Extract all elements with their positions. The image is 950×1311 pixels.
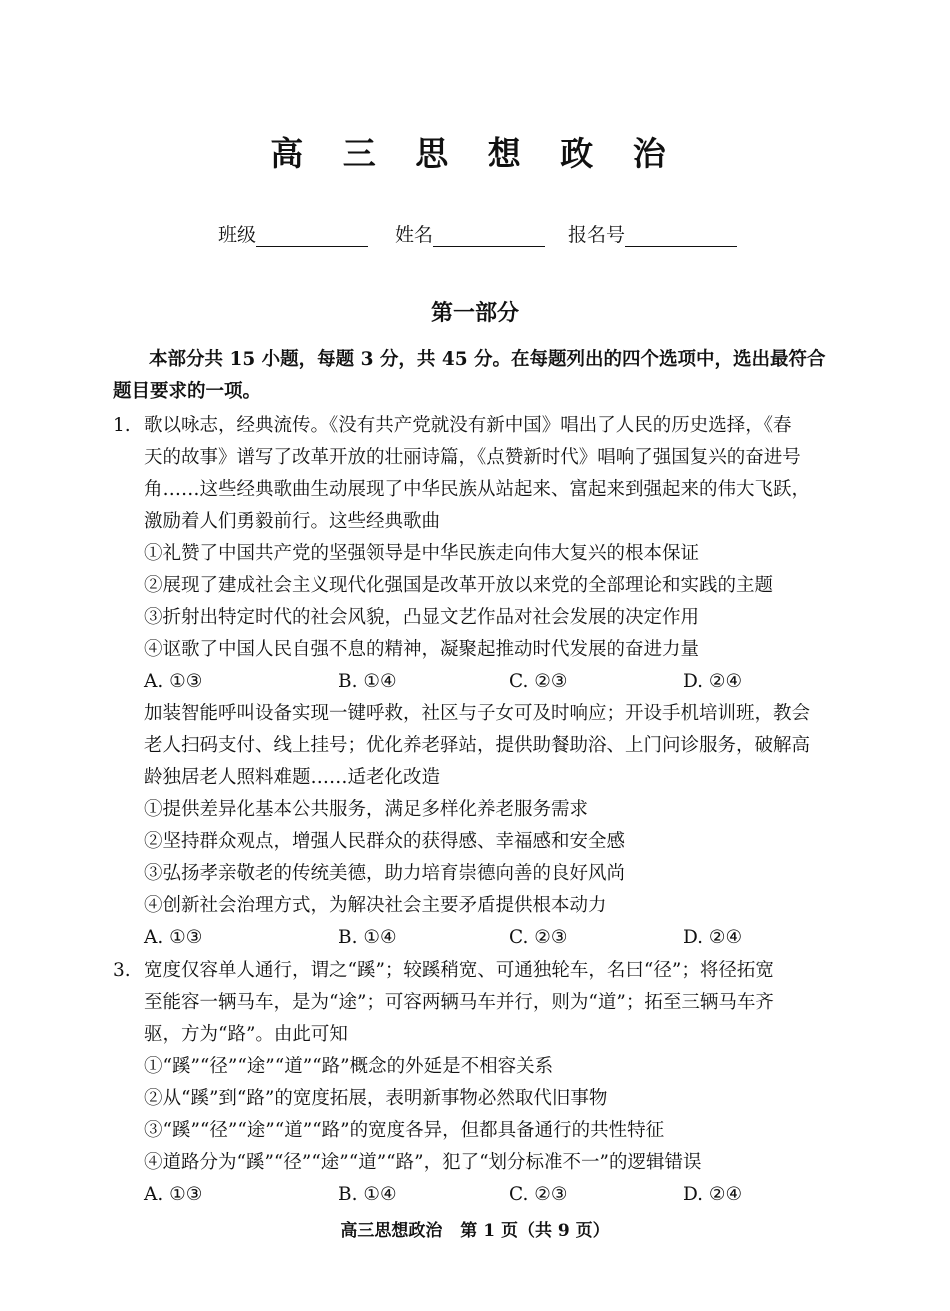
question-stem-line: 激励着人们勇毅前行。这些经典歌曲	[144, 511, 441, 532]
statement-1: ①提供差异化基本公共服务，满足多样化养老服务需求	[144, 799, 589, 820]
class-field	[218, 220, 368, 247]
name-field	[395, 220, 545, 247]
statement-3: ③“蹊”“径”“途”“道”“路”的宽度各异，但都具备通行的共性特征	[144, 1120, 665, 1141]
registration-field	[568, 220, 737, 247]
option-c: C. ②③	[509, 927, 568, 948]
option-a: A. ①③	[144, 1184, 203, 1205]
option-c: C. ②③	[509, 671, 568, 692]
section-instructions: 本部分共 15 小题，每题 3 分，共 45 分。在每题列出的四个选项中，选出最符合题目要求的一项。	[113, 349, 826, 402]
statement-1: ①“蹊”“径”“途”“道”“路”概念的外延是不相容关系	[144, 1056, 554, 1077]
statement-4: ④道路分为“蹊”“径”“途”“道”“路”，犯了“划分标准不一”的逻辑错误	[144, 1152, 702, 1173]
page-footer	[0, 1216, 950, 1241]
question-number: 3.	[113, 960, 131, 981]
statement-3: ③折射出特定时代的社会风貌，凸显文艺作品对社会发展的决定作用	[144, 607, 700, 628]
question-stem-line: 天的故事》谱写了改革开放的壮丽诗篇，《点赞新时代》唱响了强国复兴的奋进号	[144, 447, 801, 468]
question-stem-line: 老人扫码支付、线上挂号；优化养老驿站，提供助餐助浴、上门问诊服务，破解高	[144, 735, 811, 756]
question-stem-line: 加装智能呼叫设备实现一键呼救，社区与子女可及时响应；开设手机培训班，教会	[144, 703, 811, 724]
statement-2: ②展现了建成社会主义现代化强国是改革开放以来党的全部理论和实践的主题	[144, 575, 774, 596]
footer-page-number: 第 1 页（共 9 页）	[460, 1221, 610, 1241]
registration-blank	[625, 226, 737, 247]
registration-label: 报名号	[568, 224, 626, 246]
question-number: 1.	[113, 415, 131, 436]
footer-subject: 高三思想政治	[340, 1221, 443, 1241]
option-b: B. ①④	[338, 1184, 397, 1205]
question-stem-line: 至能容一辆马车，是为“途”；可容两辆马车并行，则为“道”；拓至三辆马车齐	[144, 992, 774, 1013]
question-stem-line: 宽度仅容单人通行，谓之“蹊”；较蹊稍宽、可通独轮车，名曰“径”；将径拓宽	[144, 960, 774, 981]
question-stem-line: 龄独居老人照料难题……适老化改造	[144, 767, 441, 788]
option-b: B. ①④	[338, 927, 397, 948]
name-blank	[433, 226, 545, 247]
answer-options	[144, 666, 844, 698]
option-b: B. ①④	[338, 671, 397, 692]
name-label: 姓名	[395, 224, 434, 246]
section-title: 第一部分	[430, 300, 519, 326]
answer-options	[144, 922, 844, 954]
option-d: D. ②④	[683, 927, 743, 948]
statement-4: ④创新社会治理方式，为解决社会主要矛盾提供根本动力	[144, 895, 607, 916]
option-d: D. ②④	[683, 671, 743, 692]
answer-options	[144, 1179, 844, 1211]
exam-title: 高 三 思 想 政 治	[270, 134, 680, 173]
class-blank	[256, 226, 368, 247]
statement-1: ①礼赞了中国共产党的坚强领导是中华民族走向伟大复兴的根本保证	[144, 543, 700, 564]
statement-4: ④讴歌了中国人民自强不息的精神，凝聚起推动时代发展的奋进力量	[144, 639, 700, 660]
option-c: C. ②③	[509, 1184, 568, 1205]
question-stem-line: 角……这些经典歌曲生动展现了中华民族从站起来、富起来到强起来的伟大飞跃，	[144, 479, 811, 500]
option-d: D. ②④	[683, 1184, 743, 1205]
statement-2: ②从“蹊”到“路”的宽度拓展，表明新事物必然取代旧事物	[144, 1088, 608, 1109]
question-stem-line: 驱，方为“路”。由此可知	[144, 1024, 348, 1045]
question-stem-line: 歌以咏志，经典流传。《没有共产党就没有新中国》唱出了人民的历史选择，《春	[144, 415, 792, 436]
option-a: A. ①③	[144, 927, 203, 948]
option-a: A. ①③	[144, 671, 203, 692]
statement-2: ②坚持群众观点，增强人民群众的获得感、幸福感和安全感	[144, 831, 626, 852]
class-label: 班级	[218, 224, 257, 246]
statement-3: ③弘扬孝亲敬老的传统美德，助力培育崇德向善的良好风尚	[144, 863, 626, 884]
